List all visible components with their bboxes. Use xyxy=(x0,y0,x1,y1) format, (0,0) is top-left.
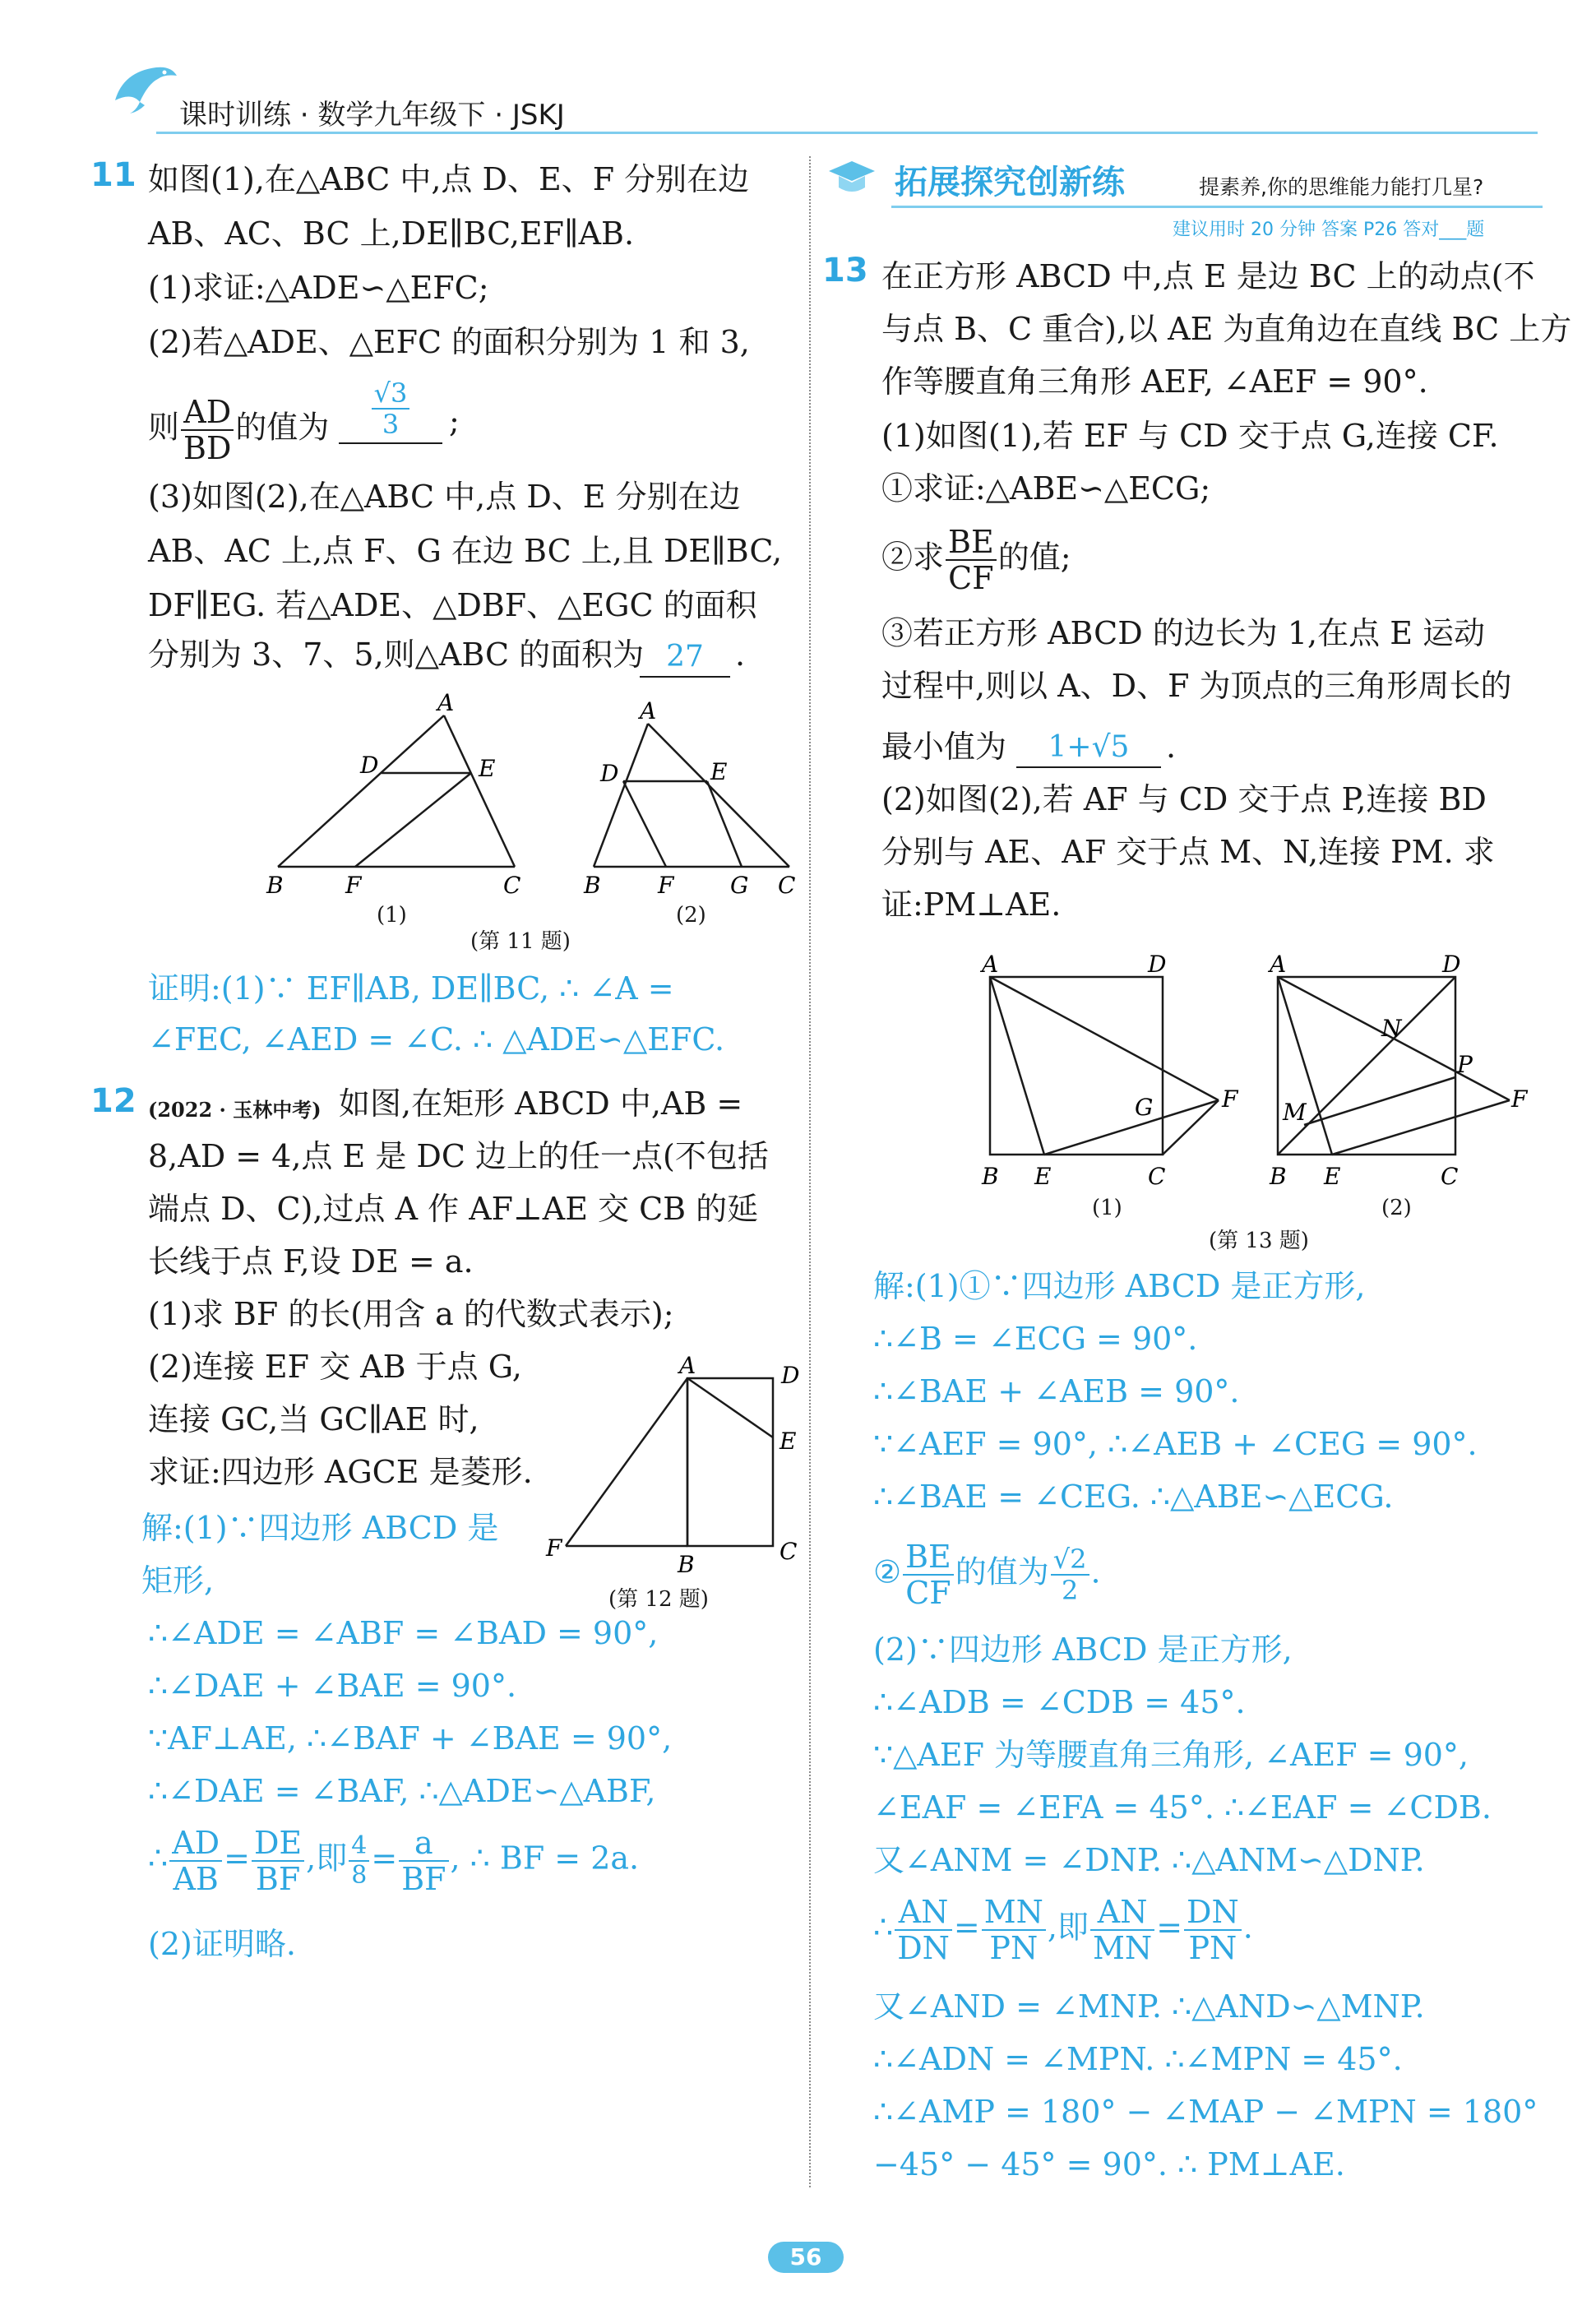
frac-den: CF xyxy=(905,1575,951,1611)
label-D: D xyxy=(1442,954,1461,978)
section-rule xyxy=(891,206,1543,208)
label-C: C xyxy=(1441,1163,1459,1190)
label-B: B xyxy=(678,1551,695,1578)
q11-line-4: (2)若△ADE、△EFC 的面积分别为 1 和 3, xyxy=(148,324,750,360)
label-D: D xyxy=(600,760,619,787)
q11-part2-end: ; xyxy=(449,403,460,439)
q12-source: (2022 · 玉林中考) xyxy=(148,1098,322,1122)
label-F: F xyxy=(658,872,674,896)
q13-solution-line-1: 解:(1)①∵四边形 ABCD 是正方形, xyxy=(873,1268,1366,1304)
frac-num: BE xyxy=(946,526,997,561)
dolphin-logo-icon xyxy=(107,59,181,117)
q13-line-9: (2)如图(2),若 AF 与 CD 交于点 P,连接 BD xyxy=(881,781,1487,817)
q13-line-1: 在正方形 ABCD 中,点 E 是边 BC 上的动点(不 xyxy=(881,258,1535,294)
ratio-frac-4 xyxy=(399,1827,448,1895)
q13-solution-line-4: ∵∠AEF = 90°, ∴∠AEB + ∠CEG = 90°. xyxy=(873,1426,1478,1462)
label-B: B xyxy=(266,872,284,896)
q12-solution-line-6: ∴∠DAE = ∠BAF, ∴△ADE∽△ABF, xyxy=(148,1773,656,1809)
q13-solution-line-13: ∴∠AMP = 180° − ∠MAP − ∠MPN = 180° xyxy=(873,2094,1538,2130)
q12-line-5: (1)求 BF 的长(用含 a 的代数式表示); xyxy=(148,1296,674,1332)
question-number-13: 13 xyxy=(822,252,868,289)
frac-num: AN xyxy=(1090,1896,1154,1931)
frac-den: PN xyxy=(1188,1930,1237,1966)
q11-line-5: (3)如图(2),在△ABC 中,点 D、E 分别在边 xyxy=(148,479,741,515)
frac-den: 2 xyxy=(1061,1575,1079,1606)
q13-line-3: 作等腰直角三角形 AEF, ∠AEF = 90°. xyxy=(881,363,1428,400)
q11-figure-1 xyxy=(263,691,534,896)
label-G: G xyxy=(730,872,749,896)
q12-line-2: 8,AD = 4,点 E 是 DC 边上的任一点(不包括 xyxy=(148,1138,769,1174)
label-E: E xyxy=(1324,1163,1341,1190)
label-B: B xyxy=(1270,1163,1287,1190)
ratio-mid: ,即 xyxy=(306,1840,348,1877)
q13-q2-suffix: 的值; xyxy=(997,539,1071,576)
frac-den: AB xyxy=(173,1861,219,1897)
label-M: M xyxy=(1283,1099,1307,1126)
graduation-cap-icon xyxy=(827,153,877,202)
frac-num: AD xyxy=(169,1827,222,1862)
frac-num: BE xyxy=(903,1541,954,1576)
q12-line-4: 长线于点 F,设 DE = a. xyxy=(148,1243,474,1280)
q11-solution-line-1: 证明:(1)∵ EF∥AB, DE∥BC, ∴ ∠A = xyxy=(148,970,674,1007)
q11-part3-answer: 27 xyxy=(640,638,730,678)
label-F: F xyxy=(345,872,362,896)
frac-den: CF xyxy=(948,560,994,596)
q13-fig2-caption: (2) xyxy=(1381,1196,1412,1220)
q12-figure xyxy=(543,1349,806,1579)
q13-figure-caption: (第 13 题) xyxy=(1209,1229,1309,1253)
frac-den: DN xyxy=(897,1930,950,1966)
frac-den: BF xyxy=(401,1861,446,1897)
label-P: P xyxy=(1457,1051,1473,1078)
ratio-frac-1 xyxy=(895,1896,952,1964)
frac-den: 8 xyxy=(351,1861,368,1890)
label-E: E xyxy=(710,758,728,785)
frac-den: BD xyxy=(183,430,232,466)
frac-num: MN xyxy=(982,1896,1046,1931)
ratio-frac-3 xyxy=(349,1831,369,1890)
q13-q2-prefix: ②求 xyxy=(881,539,945,576)
q13-min-end: . xyxy=(1166,729,1177,765)
frac-num: AN xyxy=(895,1896,952,1931)
q11-fig1-caption: (1) xyxy=(377,903,407,928)
q13-line-7: 过程中,则以 A、D、F 为顶点的三角形周长的 xyxy=(881,668,1512,704)
label-N: N xyxy=(1381,1015,1402,1042)
ratio-prefix: ∴ xyxy=(148,1840,169,1877)
q13-line-6: ③若正方形 ABCD 的边长为 1,在点 E 运动 xyxy=(881,615,1486,651)
q13-solution-ratio: ∴ $\frac{AN}{DN}$ = $\frac{MN}{PN}$ ,即 $\frac{AN}{MN}$ = $\frac{DN}{PN}$ . xyxy=(873,1894,1253,1966)
q11-fig2-caption: (2) xyxy=(676,903,706,928)
label-D: D xyxy=(1148,954,1167,978)
label-E: E xyxy=(479,755,496,782)
q11-line-2: AB、AC、BC 上,DE∥BC,EF∥AB. xyxy=(148,215,635,252)
q13-line-4: (1)如图(1),若 EF 与 CD 交于点 G,连接 CF. xyxy=(881,418,1499,454)
q13-fig1-caption: (1) xyxy=(1092,1196,1122,1220)
label-C: C xyxy=(1148,1163,1166,1190)
ans-num: √3 xyxy=(372,380,410,410)
q13-part2-line xyxy=(881,526,1071,594)
q13-q2-fraction xyxy=(946,526,997,594)
q13-solution-line-12: ∴∠ADN = ∠MPN. ∴∠MPN = 45°. xyxy=(873,2041,1403,2077)
q12-line-3: 端点 D、C),过点 A 作 AF⊥AE 交 CB 的延 xyxy=(148,1191,759,1227)
label-C: C xyxy=(779,1538,798,1565)
sol2-frac xyxy=(903,1539,954,1611)
label-D: D xyxy=(360,752,379,779)
frac-num: a xyxy=(399,1827,448,1862)
q13-line-2: 与点 B、C 重合),以 AE 为直角边在直线 BC 上方 xyxy=(881,311,1572,347)
frac-num: √2 xyxy=(1051,1546,1089,1576)
q12-line-8: 求证:四边形 AGCE 是菱形. xyxy=(148,1454,533,1490)
q11-line-6: AB、AC 上,点 F、G 在边 BC 上,且 DE∥BC, xyxy=(148,533,783,569)
sol2-prefix: ② xyxy=(873,1553,902,1590)
label-B: B xyxy=(982,1163,999,1190)
frac-num: 4 xyxy=(349,1834,369,1862)
q13-figure-2 xyxy=(1266,954,1546,1201)
q13-solution-line-9: ∠EAF = ∠EFA = 45°. ∴∠EAF = ∠CDB. xyxy=(873,1789,1492,1826)
q11-part3-end: . xyxy=(735,636,746,673)
q13-solution-line-8: ∵△AEF 为等腰直角三角形, ∠AEF = 90°, xyxy=(873,1737,1469,1773)
label-D: D xyxy=(781,1362,800,1389)
q13-solution-line-2: ∴∠B = ∠ECG = 90°. xyxy=(873,1321,1198,1357)
frac-den: BF xyxy=(255,1861,301,1897)
ratio-prefix: ∴ xyxy=(873,1909,894,1946)
q12-solution-ratio: ∴ $\frac{AD}{AB}$ = $\frac{DE}{BF}$ ,即 $\frac{4}{8}$ = $\frac{a}{BF}$ , ∴ BF = 2a. xyxy=(148,1825,640,1897)
section-banner xyxy=(827,153,1543,219)
ratio-frac-2 xyxy=(252,1827,304,1895)
ratio-frac-2 xyxy=(982,1896,1046,1964)
header-title: 课时训练 · 数学九年级下 · JSKJ xyxy=(179,99,565,132)
q13-line-5: ①求证:△ABE∽△ECG; xyxy=(881,470,1211,507)
frac-den: PN xyxy=(989,1930,1039,1966)
q11-figure-2 xyxy=(576,699,806,896)
q12-line-6: (2)连接 EF 交 AB 于点 G, xyxy=(148,1349,522,1385)
section-title: 拓展探究创新练 xyxy=(895,164,1125,201)
ratio-frac-1 xyxy=(169,1827,222,1895)
label-F: F xyxy=(1222,1085,1238,1113)
frac-num: DN xyxy=(1184,1896,1242,1931)
sol2-value xyxy=(1051,1546,1089,1604)
question-number-11: 11 xyxy=(90,156,136,194)
column-divider xyxy=(809,156,811,2187)
q11-part2-answer-blank xyxy=(339,377,442,444)
q12-solution-line-2: 矩形, xyxy=(141,1562,215,1599)
q12-line-7: 连接 GC,当 GC∥AE 时, xyxy=(148,1401,479,1437)
q11-figure-caption: (第 11 题) xyxy=(470,929,571,954)
q13-line-10: 分别与 AE、AF 交于点 M、N,连接 PM. 求 xyxy=(881,834,1495,870)
q11-solution-line-2: ∠FEC, ∠AED = ∠C. ∴ △ADE∽△EFC. xyxy=(148,1021,725,1058)
label-A: A xyxy=(437,691,455,716)
label-A: A xyxy=(679,1352,696,1379)
q12-figure-caption: (第 12 题) xyxy=(608,1587,709,1612)
label-B: B xyxy=(584,872,601,896)
q13-solution-line-5: ∴∠BAE = ∠CEG. ∴△ABE∽△ECG. xyxy=(873,1479,1394,1515)
q11-part2-line xyxy=(148,396,329,464)
q11-line-7: DF∥EG. 若△ADE、△DBF、△EGC 的面积 xyxy=(148,587,757,623)
header-rule xyxy=(156,132,1538,134)
q11-line-3: (1)求证:△ADE∽△EFC; xyxy=(148,270,489,306)
frac-num: DE xyxy=(252,1827,304,1862)
ratio-frac-3 xyxy=(1090,1896,1154,1964)
q13-solution-line-3: ∴∠BAE + ∠AEB = 90°. xyxy=(873,1373,1240,1409)
q11-line-8: 分别为 3、7、5,则△ABC 的面积为 xyxy=(148,636,645,673)
frac-den: MN xyxy=(1093,1930,1153,1966)
label-A: A xyxy=(640,699,657,724)
q11-part2-fraction xyxy=(181,396,234,464)
ans-den: 3 xyxy=(382,409,400,440)
q13-figure-1 xyxy=(978,954,1258,1201)
ratio-end: , ∴ BF = 2a. xyxy=(450,1840,640,1877)
section-tagline: 提素养,你的思维能力能打几星? xyxy=(1199,175,1484,199)
label-C: C xyxy=(778,872,796,896)
q11-part2-prefix: 则 xyxy=(148,409,180,446)
q13-solution-part2-value xyxy=(873,1539,1101,1611)
q12-solution-line-3: ∴∠ADE = ∠ABF = ∠BAD = 90°, xyxy=(148,1615,659,1651)
page-number: 56 xyxy=(768,2242,844,2273)
q12-solution-line-5: ∵AF⊥AE, ∴∠BAF + ∠BAE = 90°, xyxy=(148,1720,673,1757)
label-A: A xyxy=(1270,954,1287,978)
q11-part2-answer xyxy=(372,377,410,440)
q13-min-answer: 1+√5 xyxy=(1016,729,1161,768)
ratio-mid: ,即 xyxy=(1047,1909,1089,1946)
question-number-12: 12 xyxy=(90,1082,136,1120)
label-E: E xyxy=(779,1428,797,1455)
q13-line-11: 证:PM⊥AE. xyxy=(881,886,1062,923)
ratio-frac-4 xyxy=(1184,1896,1242,1964)
label-C: C xyxy=(503,872,521,896)
q13-solution-line-14: −45° − 45° = 90°. ∴ PM⊥AE. xyxy=(873,2146,1345,2182)
section-meta: 建议用时 20 分钟 答案 P26 答对___题 xyxy=(1173,220,1485,240)
q12-solution-part2: (2)证明略. xyxy=(148,1926,296,1962)
q13-solution-line-10: 又∠ANM = ∠DNP. ∴△ANM∽△DNP. xyxy=(873,1842,1425,1878)
q12-line-1: 如图,在矩形 ABCD 中,AB = xyxy=(339,1085,743,1122)
sol2-mid: 的值为 xyxy=(955,1553,1049,1590)
q13-line-8: 最小值为 xyxy=(881,729,1007,765)
sol2-end: . xyxy=(1090,1553,1101,1590)
q13-solution-line-6: (2)∵四边形 ABCD 是正方形, xyxy=(873,1632,1293,1668)
q13-solution-line-11: 又∠AND = ∠MNP. ∴△AND∽△MNP. xyxy=(873,1988,1425,2025)
frac-num: AD xyxy=(181,396,234,431)
label-G: G xyxy=(1135,1094,1154,1121)
label-E: E xyxy=(1034,1163,1052,1190)
q12-solution-line-4: ∴∠DAE + ∠BAE = 90°. xyxy=(148,1668,517,1704)
label-F: F xyxy=(1511,1085,1528,1113)
q12-solution-line-1: 解:(1)∵四边形 ABCD 是 xyxy=(141,1510,499,1546)
q11-part2-suffix: 的值为 xyxy=(235,409,330,446)
q13-solution-line-7: ∴∠ADB = ∠CDB = 45°. xyxy=(873,1684,1246,1720)
q11-line-1: 如图(1),在△ABC 中,点 D、E、F 分别在边 xyxy=(148,161,750,197)
label-A: A xyxy=(982,954,999,978)
label-F: F xyxy=(546,1534,562,1562)
ratio-end: . xyxy=(1242,1909,1253,1946)
